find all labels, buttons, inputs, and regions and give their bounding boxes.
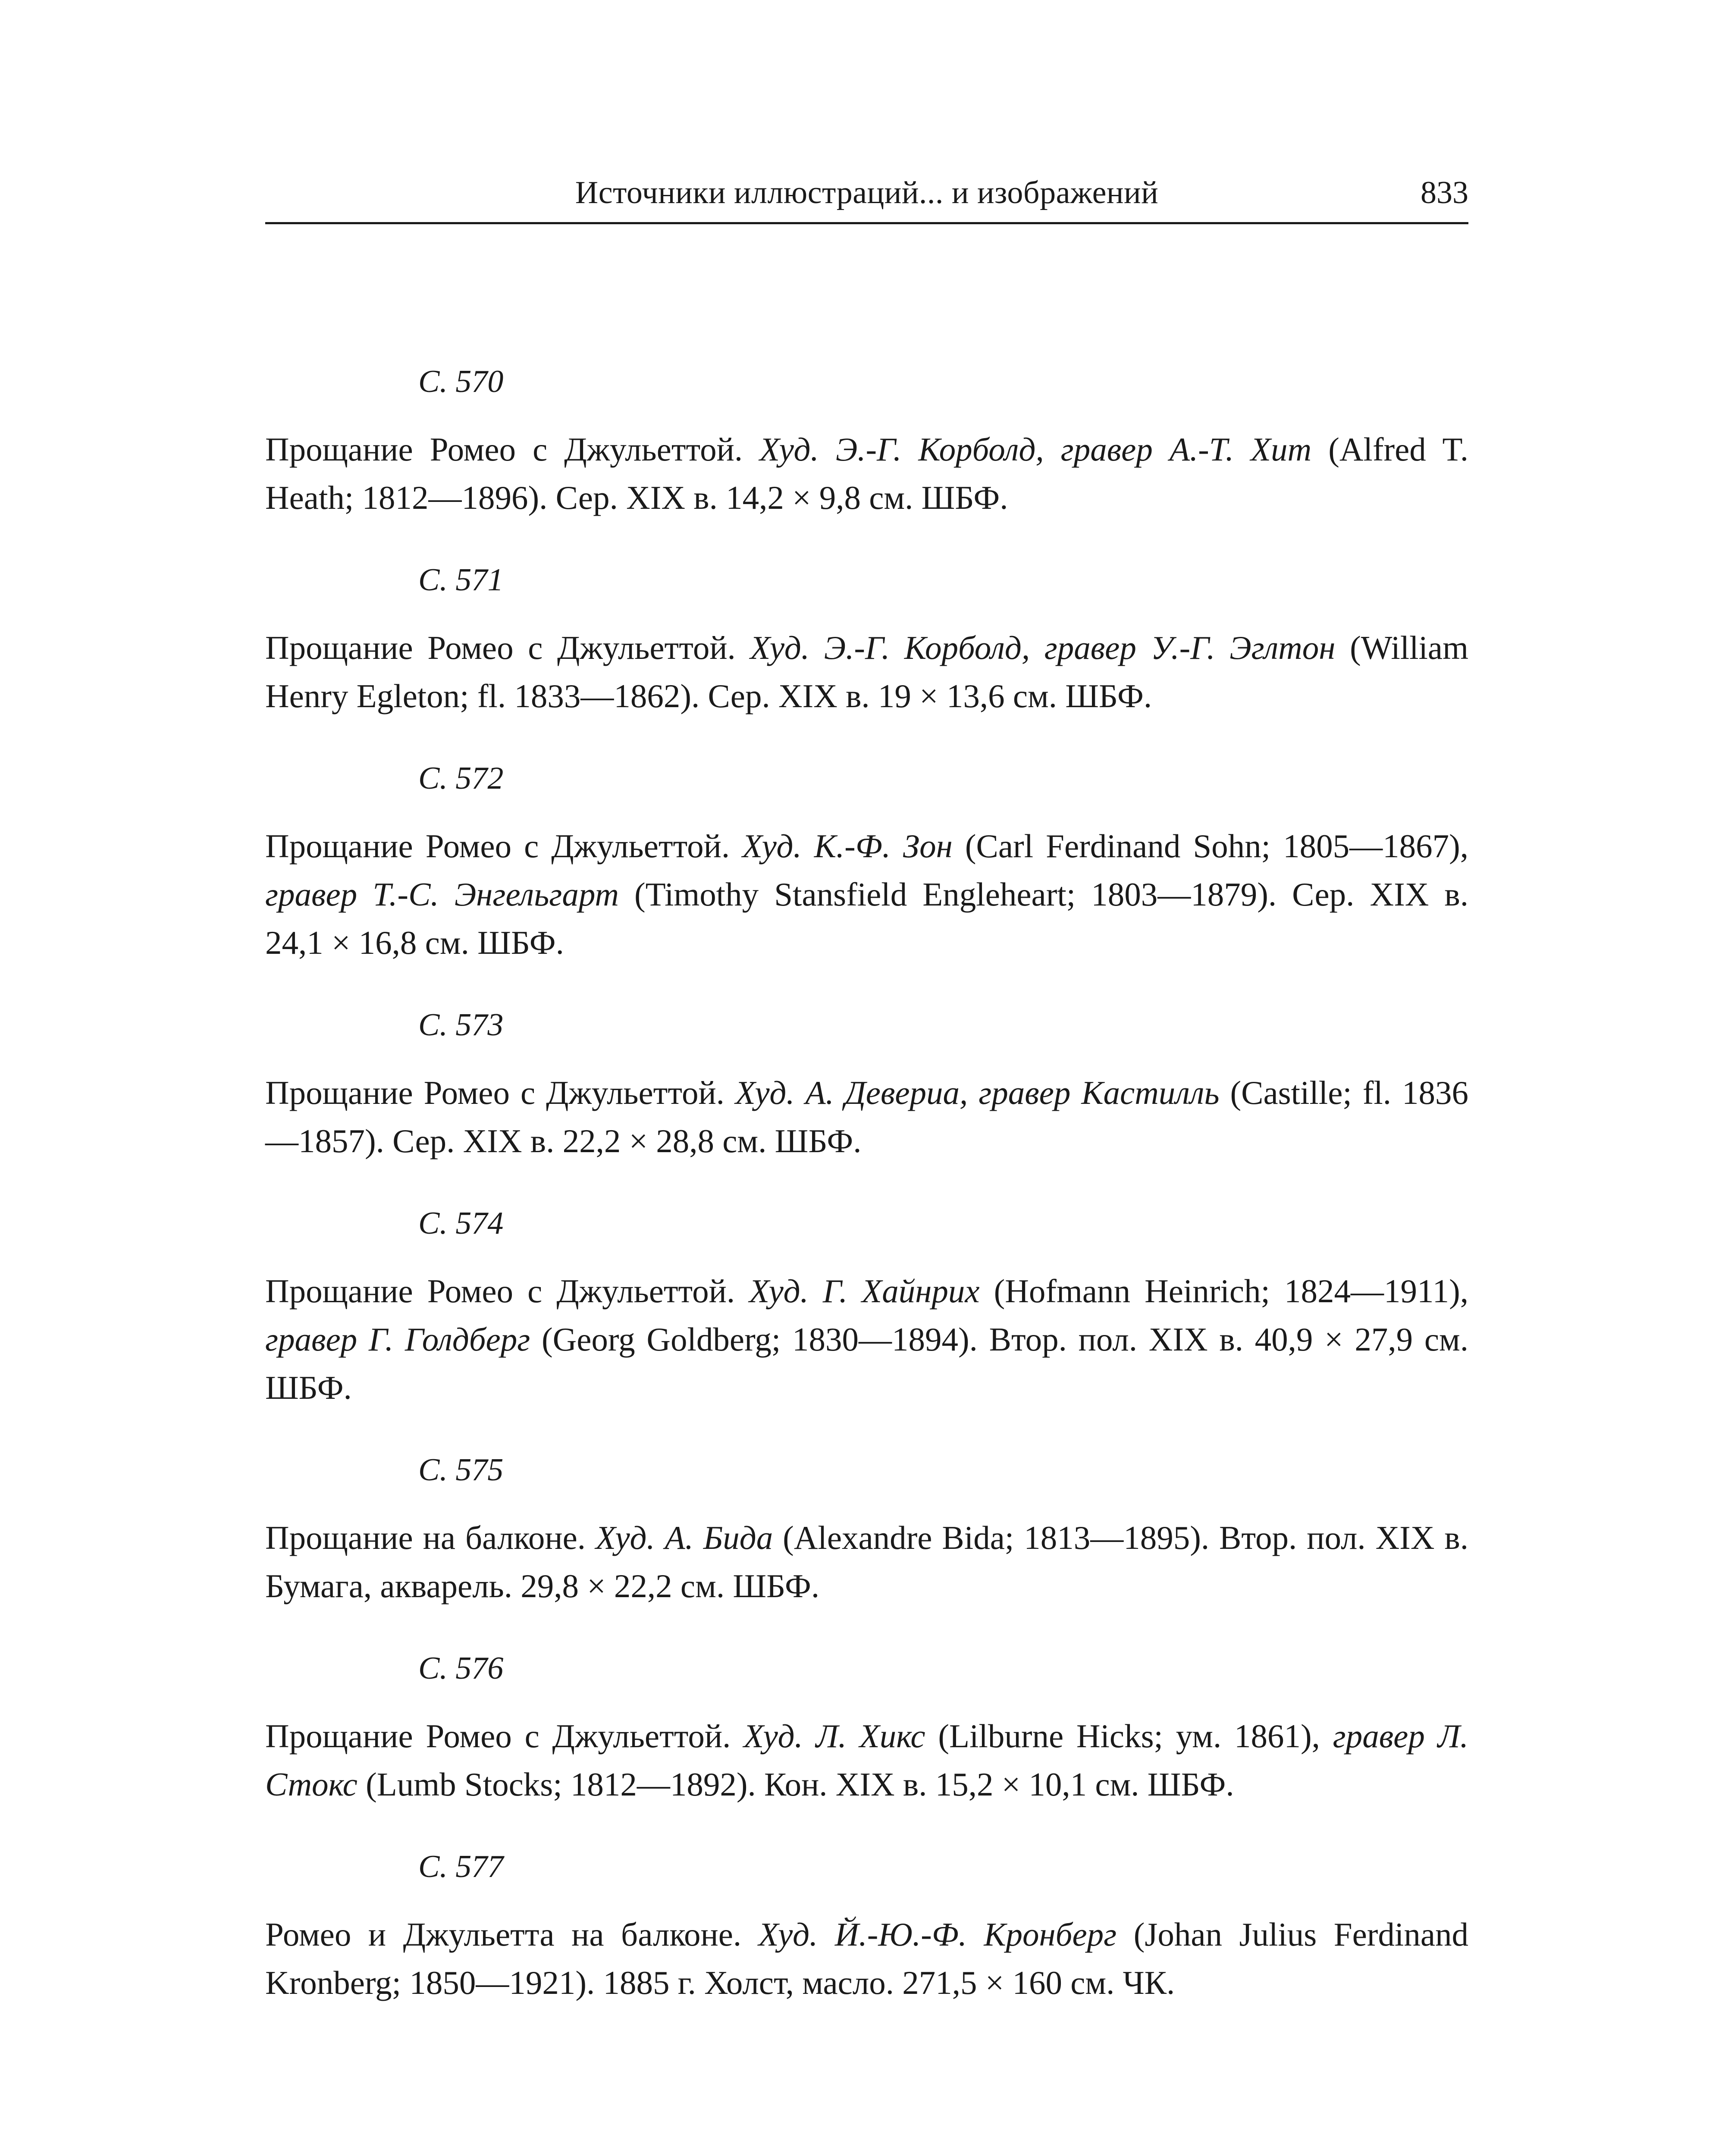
entry-text-segment: Ромео и Джульетта на балконе.	[265, 1916, 759, 1953]
entry-text-segment: (Lumb Stocks; 1812—1892). Кон. XIX в. 15,2 × 10,1 см. ШБФ.	[357, 1766, 1234, 1803]
entry-credit-italic: Худ. А. Бида	[596, 1519, 773, 1556]
entry	[265, 1645, 1468, 1808]
entry-page-heading: С. 577	[418, 1849, 504, 1884]
entry-credit-italic: Худ. К.-Ф. Зон	[742, 827, 953, 865]
entry-page-heading: С. 573	[418, 1007, 504, 1043]
entry-text-segment: Прощание Ромео с Джульеттой.	[265, 1272, 750, 1310]
entry-text-segment: Прощание на балконе.	[265, 1519, 596, 1556]
entry-page-heading: С. 571	[418, 562, 504, 598]
entry	[265, 1843, 1468, 2007]
page-number: 833	[1421, 175, 1468, 210]
entry	[265, 1001, 1468, 1165]
running-title: Источники иллюстраций... и изображений	[575, 175, 1159, 210]
running-header	[265, 170, 1468, 224]
entry-description	[265, 1910, 1468, 2007]
entry-text-segment: (William Henry Egleton; fl. 1833—1862). Сер. XIX в. 19 × 13,6 см. ШБФ.	[265, 629, 1468, 714]
entry-credit-italic: Худ. Э.-Г. Корболд, гравер А.-Т. Хит	[759, 431, 1312, 468]
entry-description	[265, 425, 1468, 522]
entry-credit-italic: Худ. Л. Хикс	[743, 1717, 925, 1755]
entry-credit-italic: гравер Л. Стокс	[265, 1717, 1468, 1803]
entry-text-segment: (Georg Goldberg; 1830—1894). Втор. пол. XIX в. 40,9 × 27,9 см. ШБФ.	[265, 1321, 1468, 1406]
entry-page-heading: С. 574	[418, 1206, 504, 1241]
entry-text-segment: (Johan Julius Ferdinand Kronberg; 1850—1921). 1885 г. Холст, масло. 271,5 × 160 см. ЧК.	[265, 1916, 1468, 2001]
entry-text-segment: Прощание Ромео с Джульеттой.	[265, 629, 750, 666]
entry-description	[265, 1069, 1468, 1165]
entry-text-segment: Прощание Ромео с Джульеттой.	[265, 1717, 744, 1755]
entry-description	[265, 624, 1468, 720]
entry-page-heading: С. 576	[418, 1651, 504, 1686]
entry-text-segment: (Alfred T. Heath; 1812—1896). Сер. XIX в. 14,2 × 9,8 см. ШБФ.	[265, 431, 1469, 516]
entry-credit-italic: гравер Т.-С. Энгельгарт	[265, 876, 619, 913]
entry-page-heading: С. 575	[418, 1452, 504, 1488]
entry-text-segment: Прощание Ромео с Джульеттой.	[265, 1074, 735, 1111]
entry-description	[265, 1267, 1468, 1412]
illustration-source-list	[265, 358, 1468, 2041]
entry	[265, 1200, 1468, 1412]
entry-text-segment: Прощание Ромео с Джульеттой.	[265, 827, 743, 865]
entry-credit-italic: гравер Г. Голдберг	[265, 1321, 530, 1358]
entry-description	[265, 822, 1468, 967]
entry-text-segment: (Hofmann Heinrich; 1824—1911),	[979, 1272, 1469, 1310]
entry	[265, 1446, 1468, 1610]
entry-credit-italic: Худ. Г. Хайнрих	[749, 1272, 980, 1310]
entry	[265, 755, 1468, 967]
entry-credit-italic: Худ. Й.-Ю.-Ф. Кронберг	[758, 1916, 1117, 1953]
entry-text-segment: (Carl Ferdinand Sohn; 1805—1867),	[952, 827, 1468, 865]
entry-credit-italic: Худ. А. Девериа, гравер Кастилль	[735, 1074, 1220, 1111]
entry-page-heading: С. 572	[418, 761, 504, 796]
entry	[265, 556, 1468, 720]
entry-description	[265, 1514, 1468, 1610]
entry-text-segment: (Castille; fl. 1836—1857). Сер. XIX в. 22,2 × 28,8 см. ШБФ.	[265, 1074, 1468, 1159]
entry-text-segment: (Timothy Stansfield Engleheart; 1803—1879). Сер. XIX в. 24,1 × 16,8 см. ШБФ.	[265, 876, 1469, 961]
entry-page-heading: С. 570	[418, 364, 504, 399]
entry-text-segment: (Alexandre Bida; 1813—1895). Втор. пол. XIX в. Бумага, акварель. 29,8 × 22,2 см. ШБФ.	[265, 1519, 1468, 1604]
entry	[265, 358, 1468, 522]
entry-text-segment: (Lilburne Hicks; ум. 1861),	[925, 1717, 1333, 1755]
entry-text-segment: Прощание Ромео с Джульеттой.	[265, 431, 760, 468]
entry-credit-italic: Худ. Э.-Г. Корболд, гравер У.-Г. Эглтон	[750, 629, 1336, 666]
entry-description	[265, 1712, 1468, 1808]
